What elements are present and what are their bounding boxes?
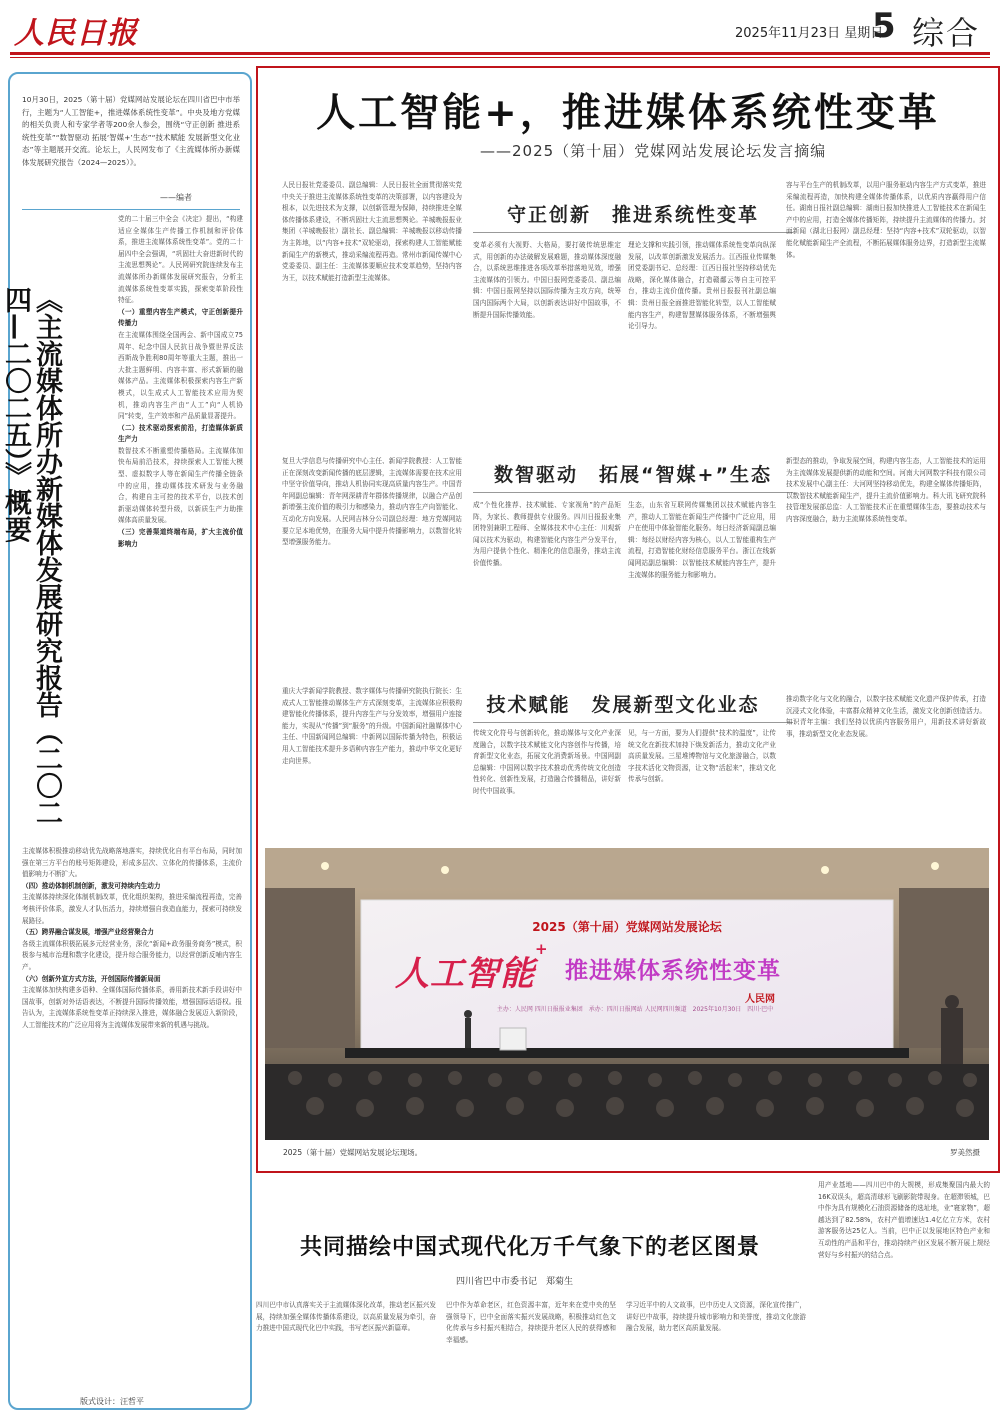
bottom-article-byline: 四川省巴中市委书记 郑菊生 <box>456 1277 574 1287</box>
sidebar-report-title: 《主流媒体所办新媒体发展研究报告（二〇二四—二〇二五）》概要 <box>0 286 62 826</box>
sidebar-col1-p2: 数智技术不断重塑传播格局。主流媒体加快布局前沿技术，持续探索人工智能大模型、虚拟数字人等在新闻生产传播全链条中的应用，推动媒体技术研发与业务融合，构建自主可控的技术平台，以技术创新驱动媒体转型升级，以新质生产力助推媒体高质量发展。 <box>118 446 243 525</box>
sidebar-heading-3: （三）完善渠道终端布局，扩大主流价值影响力 <box>118 528 243 548</box>
section-rule-3 <box>473 722 793 723</box>
sidebar-wide-1: 主流媒体积极推动移动优先战略落地落实，持续优化自有平台布局，同时加强在第三方平台的账号矩阵建设，形成多层次、立体化的传播体系，主流价值影响力不断扩大。 <box>22 847 242 879</box>
layout-editor-credit: 版式设计：汪哲平 <box>80 1397 144 1406</box>
bottom-column-1: 四川巴中市认真落实关于主流媒体深化改革，推动老区振兴发展，持续加强全媒体传播体系建设，以高质量发展为牵引，奋力推进中国式现代化巴中实践，书写老区振兴新篇章。 <box>256 1301 436 1333</box>
report-sidebar <box>0 72 252 1410</box>
photo-credit: 罗美然摄 <box>950 1148 980 1157</box>
page-section: 综合 <box>912 14 981 52</box>
forum-photo <box>265 848 989 1140</box>
masthead <box>0 0 1000 58</box>
section-title-2: 数智驱动 拓展“智媒+”生态 <box>494 464 772 486</box>
feature-column-e: 理论支撑和实践引领，推动媒体系统性变革向纵深发展，以改革创新激发发展活力。江西报业传媒集团党委副书记、总经理：江西日报社坚持移动优先战略，深化媒体融合，打造赣鄱云等自主可控平台，推动主流价值传播。贵州日报报刊社副总编辑：贵州日报全面推进智能化转型，以人工智能赋能内容生产，构建智慧媒体服务体系，不断增强舆论引导力。 <box>628 241 776 331</box>
feature-column-j: 传统文化符号与创新转化，推动媒体与文化产业深度融合，以数字技术赋能文化内容创作与传播，培育新型文化业态，拓展文化消费新场景。中国网副总编辑：中国网以数字技术推动优秀传统文化创造性转化、创新性发展，打造融合传播精品，讲好新时代中国故事。 <box>473 729 621 795</box>
banner-theme-reform: 推进媒体系统性变革 <box>565 958 781 984</box>
photo-caption: 2025（第十届）党媒网站发展论坛现场。 <box>283 1148 423 1157</box>
banner-event-name: 2025（第十届）党媒网站发展论坛 <box>532 920 722 934</box>
section-rule-2 <box>473 492 793 493</box>
banner-theme-ai: 人工智能 <box>395 954 535 994</box>
feature-column-d: 变革必须有大视野、大格局，要打破传统思维定式，用创新的办法破解发展难题，推动媒体深度融合，以系统思维推进各项改革举措落地见效，增强主流媒体的引领力。中国日报网党委委员、副总编辑：中国日报网坚持以国际传播为主攻方向，统筹国内国际两个大局，以创新表达讲好中国故事，不断提升国际传播效能。 <box>473 241 621 319</box>
sidebar-col1-text: 党的二十届三中全会《决定》提出，“构建适应全媒体生产传播工作机制和评价体系，推进主流媒体系统性变革”。党的二十届四中全会强调，“巩固壮大奋进新时代的主流思想舆论”。人民网研究院连续发布主流媒体所办新媒体发展研究报告，分析主流媒体系统性变革实践，探索变革阶段性特征。 <box>118 215 243 305</box>
sidebar-heading-5: （五）跨界融合谋发展，增强产业经营聚合力 <box>22 928 154 937</box>
feature-subtitle: ——2025（第十届）党媒网站发展论坛发言摘编 <box>480 142 827 160</box>
feature-column-b: 复旦大学信息与传播研究中心主任、新闻学院教授：人工智能正在深刻改变新闻传播的底层逻辑，主流媒体需要在技术应用中坚守价值导向，推动人机协同实现高质量内容生产。中国青年网副总编辑：青年网深耕青年群体传播规律，以融合产品创新增强主流价值的吸引力和感染力，推动内容生产向智能化、互动化方向发展。人民网吉林分公司副总经理：地方党媒网站要立足本地优势，在服务大局中提升传播影响力，以数智化转型增强服务能力。 <box>282 457 462 547</box>
feature-column-k: 见，与一方面，要为人们提供“技术的温度”，让传统文化在新技术加持下焕发新活力，推动文化产业高质量发展。三星堆博物馆与文化旅游融合，以数字技术活化文物资源，让文物“活起来”，推动文化传承与创新。 <box>628 729 776 784</box>
feature-column-c: 重庆大学新闻学院教授、数字媒体与传播研究院执行院长：生成式人工智能推动媒体生产方式深刻变革，主流媒体应积极构建智能化传播体系，提升内容生产与分发效率，增强用户连接能力，实现从“传播”到“服务”的升级。中国新闻社融媒体中心主任、中国新闻网总编辑：中新网以国际传播为特色，积极运用人工智能技术提升多语种内容生产能力，推动中华文化更好走向世界。 <box>282 687 462 765</box>
section-title-1: 守正创新 推进系统性变革 <box>506 204 759 226</box>
banner-logo-icon: 人民网 <box>745 994 775 1005</box>
bottom-column-2: 巴中作为革命老区，红色资源丰富，近年来在党中央的坚强领导下，巴中全面落实振兴发展战略，积极推动红色文化传承与乡村振兴相结合，持续提升老区人民的获得感和幸福感。 <box>446 1301 616 1344</box>
sidebar-column-1 <box>118 214 243 839</box>
bottom-right-column: 用产业基地——四川巴中的大规模，形成集聚国内最大的16K双误头，超高清球形飞刷影院带现身。在超滞领城，巴中作为具有规模化石油资源储备的选址地，业“寝家物”，超越达到了82.58%，农村产值增速达1.4亿亿立方米，农村游客服务达25亿人。当前，巴中正以发展地区特色产业和互动性的产品和平台，推动持续产业区发展不断开展上规经营好与乡村振兴的结合点。 <box>818 1181 990 1259</box>
feature-title: 人工智能+，推进媒体系统性变革 <box>316 91 940 136</box>
feature-column-a: 人民日报社党委委员、副总编辑：人民日报社全面贯彻落实党中央关于推进主流媒体系统性变革的决策部署，以内容建设为根本，以先进技术为支撑，以创新管理为保障，持续推进全媒体传播体系建设，不断巩固壮大主流思想舆论。羊城晚报报业集团（羊城晚报社）副社长、副总编辑：羊城晚报以移动传播为主阵地，以“内容+技术”双轮驱动，探索构建人工智能赋能新闻生产的新模式，推动采编流程再造。常州市新闻传媒中心党委委员、副主任：主流媒体要顺应技术变革趋势，坚持内容为王，以技术赋能打造新型主流媒体。 <box>282 181 462 282</box>
sidebar-heading-2: （二）技术驱动探索前沿，打造媒体新质生产力 <box>118 423 243 444</box>
bottom-article-title: 共同描绘中国式现代化万千气象下的老区图景 <box>300 1235 761 1260</box>
sidebar-column-wide <box>22 846 242 1406</box>
sidebar-heading-6: （六）创新外宣方式方法，开创国际传播新局面 <box>22 974 161 983</box>
banner-organizers: 主办：人民网 四川日报报业集团 承办：四川日报网站 人民网四川频道 2025年10月30日 四川·巴中 <box>496 1006 774 1013</box>
issue-date: 2025年11月23日 星期日 <box>735 26 884 41</box>
sidebar-author: ——编者 <box>160 193 192 202</box>
feature-column-h: 生态，山东省互联网传媒集团以技术赋能内容生产，推动人工智能在新闻生产传播中广泛应用，用户在使用中体验智能化服务。每日经济新闻副总编辑：每经以财经内容为核心，以人工智能重构生产流程，打造智能化财经信息服务平台。浙江在线新闻网站副总编辑：以智能技术赋能内容生产，提升主流媒体的服务能力和影响力。 <box>628 501 776 579</box>
sidebar-col1-p1: 在主流媒体围绕全国两会、新中国成立75周年、纪念中国人民抗日战争暨世界反法西斯战争胜利80周年等重大主题，推出一大批主题鲜明、内容丰富、形式新颖的融媒体产品。主流媒体积极探索内容生产新模式，以生成式人工智能技术应用为契机，推动内容生产由“人工”向“人机协同”转变，生产效率和产品质量显著提升。 <box>118 330 243 421</box>
feature-column-l: 推动数字化与文化的融合，以数字技术赋能文化遗产保护传承，打造沉浸式文化体验，丰富群众精神文化生活，激发文化创新创造活力。知识青年主编：我们坚持以优质内容服务用户，用新技术讲好新故事，推动新型文化业态发展。 <box>786 695 986 738</box>
masthead-rule <box>10 52 990 55</box>
sidebar-wide-3: 各级主流媒体积极拓展多元经营业务，深化“新闻+政务服务商务”模式，积极参与城市治理和数字化建设，提升综合服务能力，以经营创新反哺内容生产。 <box>22 939 242 971</box>
section-rule-1 <box>473 232 793 233</box>
sidebar-heading-4: （四）推动体制机制创新，激发可持续内生动力 <box>22 881 161 890</box>
newspaper-logo: 人民日报 <box>14 16 138 51</box>
feature-column-i: 新型态的推动，争取发展空间，构建内容生态，人工智能技术的运用为主流媒体发展提供新的动能和空间。河南大河网数字科技有限公司技术发展中心副主任：大河网坚持移动优先，构建全媒体传播矩阵，以数智技术赋能新闻生产，提升主流价值影响力。科大讯飞研究院科技管理发展部总监：人工智能技术正在重塑媒体生态，要推动技术与内容深度融合，助力主流媒体系统性变革。 <box>786 457 986 523</box>
sidebar-wide-2: 主流媒体持续深化体制机制改革，优化组织架构，推进采编流程再造，完善考核评价体系，激发人才队伍活力，持续增强自我造血能力，探索可持续发展路径。 <box>22 893 242 925</box>
feature-column-g: 成“个性化推荐、技术赋能、专家视角”的产品矩阵，为家长、教师提供专业服务。四川日报报业集团特别兼职工程师、全媒体技术中心主任：川观新闻以技术为驱动，构建智能化内容生产分发平台，为用户提供个性化、精准化的信息服务，推动主流价值传播。 <box>473 501 621 567</box>
sidebar-wide-4: 主流媒体加快构建多语种、全媒体国际传播体系，善用新技术新手段讲好中国故事，创新对外话语表达，不断提升国际传播效能，增强国际话语权。报告认为，主流媒体系统性变革正持续深入推进，媒体融合发展迈入新阶段，人工智能技术的广泛应用将为主流媒体发展带来新的机遇与挑战。 <box>22 986 242 1029</box>
forum-stage-image <box>265 848 989 1140</box>
section-title-3: 技术赋能 发展新型文化业态 <box>486 694 760 716</box>
sidebar-heading-1: （一）重塑内容生产模式，守正创新提升传播力 <box>118 307 243 328</box>
bottom-column-3: 学习近平中的人文故事，巴中历史人文资源，深化宣传推广，讲好巴中故事，持续提升城市影响力和美誉度，推动文化旅游融合发展，助力老区高质量发展。 <box>626 1301 806 1333</box>
feature-column-f: 容与平台生产的机制改革，以用户服务驱动内容生产方式变革，推进采编流程再造，加快构建全媒体传播体系，以优质内容赢得用户信任。湖南日报社副总编辑：湖南日报加快推进人工智能技术在新闻生产中的应用，打造全媒体传播矩阵，持续提升主流媒体的传播力。封面新闻（湖北日报网）副总经理：坚持“内容+技术”双轮驱动，以智能化赋能新闻生产全流程，不断拓展媒体服务边界，打造新型主流媒体。 <box>786 181 986 259</box>
sidebar-divider <box>22 209 240 210</box>
banner-plus-icon: + <box>535 940 548 958</box>
masthead-rule-thin <box>10 57 990 58</box>
sidebar-intro: 10月30日，2025（第十届）党媒网站发展论坛在四川省巴中市举行，主题为“人工智能+，推进媒体系统性变革”。中央及地方党媒的相关负责人和专家学者等200余人参会，围绕“守正创新 推进系统性变革”“数智驱动 拓展‘智媒+’生态”“技术赋能 发展新型文化业态”等主题展开交流。论坛上，人民网发布了《主流媒体所办新媒体发展研究报告（2024—2025）》。 <box>22 95 240 167</box>
page-number: 5 <box>872 6 896 46</box>
